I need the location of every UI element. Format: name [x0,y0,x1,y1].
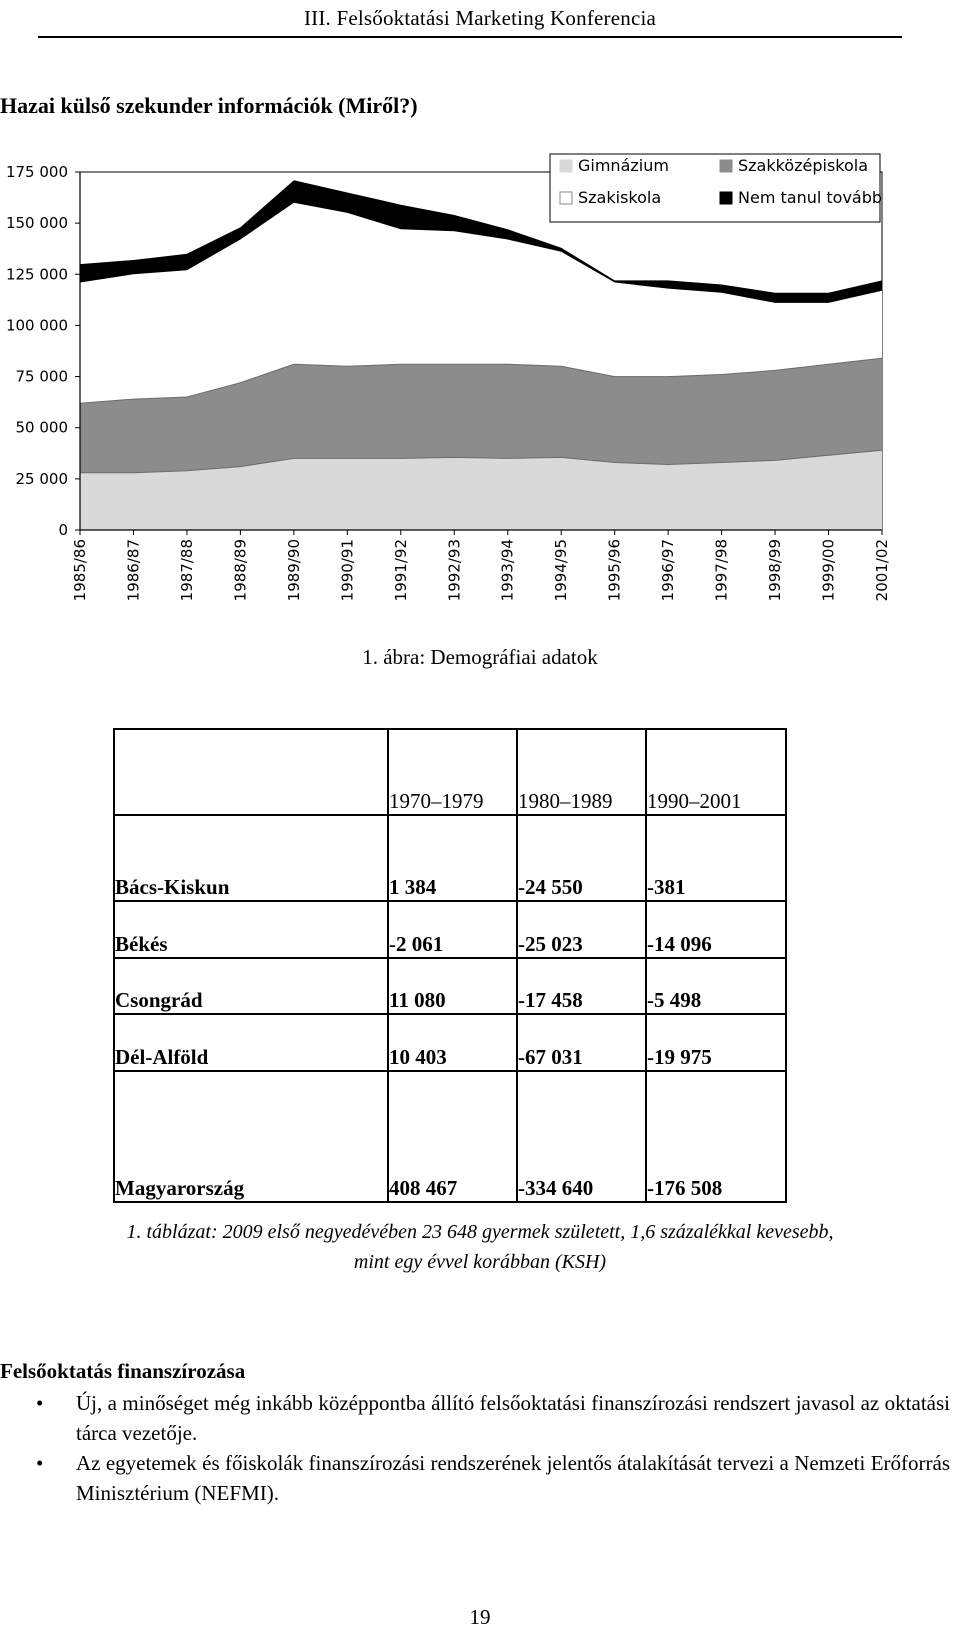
table-cell: -67 031 [517,1014,646,1071]
list-item [0,1388,950,1448]
table-cell: -334 640 [517,1071,646,1202]
x-tick-label: 1994/95 [552,539,571,602]
table-cell: -19 975 [646,1014,786,1071]
table-header-cell: 1990–2001 [646,729,786,815]
section-title: Hazai külső szekunder információk (Miről?) [0,93,418,118]
x-tick-label: 1999/00 [819,539,838,602]
table-cell: -25 023 [517,901,646,958]
header-rule [38,36,902,38]
bullet-icon: • [36,1391,44,1415]
table-row [114,901,786,958]
table-caption-line: 1. táblázat: 2009 első negyedévében 23 648 gyermek született, 1,6 százalékkal kevesebb, [126,1221,834,1243]
legend-label: Szakiskola [578,188,662,207]
figure-caption: 1. ábra: Demográfiai adatok [362,645,598,669]
table-row [114,815,786,901]
x-tick-label: 1991/92 [391,539,410,602]
x-tick-label: 1989/90 [284,539,303,602]
y-tick-label: 150 000 [5,214,68,233]
running-header [0,6,960,31]
y-tick-label: 75 000 [15,367,68,386]
legend-label: Gimnázium [578,156,669,175]
table-header-cell: 1980–1989 [517,729,646,815]
list-item [0,1448,950,1508]
legend-swatch [720,160,732,172]
table-cell: -176 508 [646,1071,786,1202]
table-row [114,1071,786,1202]
population-change-table [113,728,787,1203]
legend-label: Nem tanul tovább [738,188,883,207]
table-row [114,1014,786,1071]
table-cell: 1 384 [388,815,517,901]
x-tick-label: 1986/87 [124,539,143,602]
y-tick-label: 50 000 [15,418,68,437]
y-tick-label: 100 000 [5,316,68,335]
table-cell: 10 403 [388,1014,517,1071]
table-cell: -2 061 [388,901,517,958]
x-tick-label: 1998/99 [766,539,785,602]
y-tick-label: 175 000 [5,163,68,181]
y-tick-label: 125 000 [5,265,68,284]
table-cell: -5 498 [646,958,786,1014]
x-tick-label: 1997/98 [712,539,731,602]
table-cell: -24 550 [517,815,646,901]
table-caption [0,1217,960,1277]
legend-label: Szakközépiskola [738,156,869,175]
bullet-text: Új, a minőséget még inkább középpontba állító felsőoktatási finanszírozási rendszert javasol az oktatási tárca vezetője. [76,1391,950,1445]
table-header-row [114,729,786,815]
bullet-icon: • [36,1451,44,1475]
table-cell: Magyarország [114,1071,388,1202]
legend-swatch [560,160,572,172]
table-cell: -14 096 [646,901,786,958]
table-cell: Dél-Alföld [114,1014,388,1071]
table-cell: -381 [646,815,786,901]
table-cell: Békés [114,901,388,958]
bullet-text: Az egyetemek és főiskolák finanszírozási rendszerének jelentős átalakítását tervezi a Nemzeti Erőforrás Minisztérium (NEFMI). [76,1451,950,1505]
y-tick-label: 0 [58,521,68,539]
table-cell: 11 080 [388,958,517,1014]
x-tick-label: 2001/02 [873,539,891,602]
table-cell: -17 458 [517,958,646,1014]
table-row [114,958,786,1014]
table-cell: Csongrád [114,958,388,1014]
table-header-cell: 1970–1979 [388,729,517,815]
x-tick-label: 1996/97 [659,539,678,602]
x-tick-label: 1995/96 [605,539,624,602]
y-tick-label: 25 000 [15,469,68,488]
table-cell: 408 467 [388,1071,517,1202]
conference-title: III. Felsőoktatási Marketing Konferencia [303,6,657,30]
x-tick-label: 1985/86 [71,539,89,602]
legend-swatch [560,192,572,204]
x-tick-label: 1993/94 [498,539,517,602]
table-header-cell [114,729,388,815]
funding-section-title: Felsőoktatás finanszírozása [0,1359,246,1383]
x-tick-label: 1987/88 [177,539,196,602]
table-caption-line: mint egy évvel korábban (KSH) [353,1251,607,1273]
x-tick-label: 1992/93 [445,539,464,602]
table-cell: Bács-Kiskun [114,815,388,901]
x-tick-label: 1990/91 [338,539,357,602]
page-number: 19 [469,1605,491,1629]
demographic-area-chart [0,150,930,640]
x-tick-label: 1988/89 [231,539,250,602]
funding-bullet-list [0,1388,950,1508]
legend-swatch [720,192,732,204]
